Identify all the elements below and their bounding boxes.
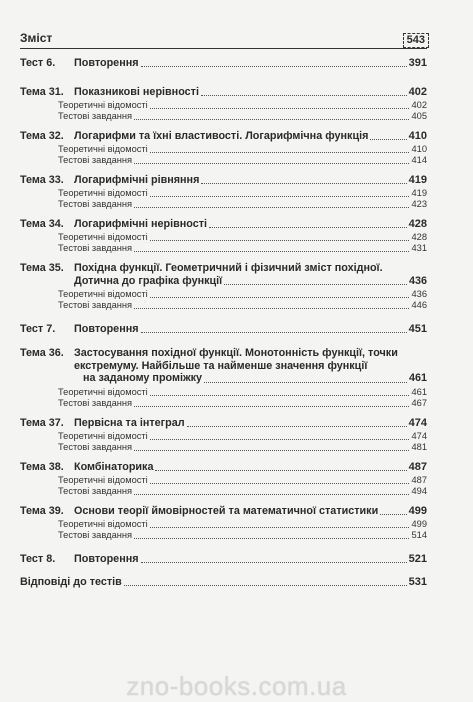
subentry-title: Тестові завдання — [58, 155, 133, 165]
dot-leader — [141, 562, 407, 563]
dot-leader — [150, 439, 410, 440]
subentry-page: 410 — [411, 144, 427, 154]
entry-page: 531 — [408, 575, 427, 588]
dot-leader — [141, 66, 407, 67]
dot-leader — [155, 470, 406, 471]
subentry-page: 436 — [411, 289, 427, 299]
entry-number: Тема 34. — [20, 218, 64, 230]
entry-title: Первісна та інтеграл — [74, 416, 185, 429]
entry-title: Відповіді до тестів — [20, 575, 122, 588]
dot-leader — [201, 95, 407, 96]
entry-title-line: на заданому проміжку — [83, 372, 203, 384]
entry-title: Показникові нерівності — [74, 86, 199, 98]
entry-title-line: Застосування похідної функції. Монотонність функції, точки — [74, 347, 398, 359]
page-number-box: 543 — [403, 33, 429, 48]
toc-subentry[interactable] — [20, 519, 427, 530]
entry-page: 419 — [408, 174, 427, 186]
dot-leader — [209, 227, 407, 228]
toc-subentry[interactable] — [20, 243, 427, 254]
subentry-title: Тестові завдання — [58, 441, 133, 452]
toc-subentry[interactable] — [20, 442, 427, 453]
subentry-page: 474 — [411, 430, 427, 441]
table-of-contents — [20, 51, 427, 588]
dot-leader — [134, 406, 409, 407]
entry-page: 428 — [408, 218, 427, 230]
entry-title: Повторення — [74, 57, 139, 69]
toc-subentry[interactable] — [20, 387, 427, 398]
dot-leader — [150, 395, 410, 396]
toc-subentry[interactable] — [20, 300, 427, 311]
subentry-page: 499 — [411, 518, 427, 529]
toc-subentry[interactable] — [20, 431, 427, 442]
subentry-title: Тестові завдання — [58, 199, 133, 209]
toc-entry-answers[interactable] — [20, 576, 427, 588]
entry-number: Тема 35. — [20, 262, 64, 274]
dot-leader — [370, 139, 406, 140]
toc-entry-topic-39[interactable] — [20, 505, 427, 517]
dot-leader — [134, 308, 409, 309]
toc-subentry[interactable] — [20, 199, 427, 210]
subentry-page: 402 — [411, 100, 427, 110]
subentry-page: 428 — [411, 232, 427, 242]
entry-page: 474 — [408, 416, 427, 429]
dot-leader — [134, 163, 409, 164]
header-title: Зміст — [20, 31, 53, 45]
entry-title-line: Похідна функції. Геометричний і фізичний зміст похідної. — [74, 262, 383, 274]
dot-leader — [150, 108, 410, 109]
subentry-title: Тестові завдання — [58, 300, 133, 310]
dot-leader — [150, 527, 410, 528]
entry-number: Тест 7. — [20, 323, 56, 335]
page-header — [20, 30, 427, 49]
toc-subentry[interactable] — [20, 486, 427, 497]
subentry-page: 405 — [411, 111, 427, 121]
entry-number: Тема 39. — [20, 504, 64, 517]
dot-leader — [150, 297, 410, 298]
dot-leader — [150, 196, 410, 197]
dot-leader — [201, 183, 406, 184]
dot-leader — [380, 514, 406, 515]
toc-entry-test-6[interactable] — [20, 57, 427, 69]
watermark: zno-books.com.ua — [126, 671, 347, 701]
entry-title: Логарифмічні рівняння — [74, 174, 200, 186]
entry-number: Тест 8. — [20, 552, 56, 565]
dot-leader — [124, 585, 407, 586]
dot-leader — [204, 382, 407, 383]
entry-number: Тема 32. — [20, 130, 64, 142]
entry-number: Тема 33. — [20, 174, 64, 186]
entry-title: Основи теорії ймовірностей та математичної статистики — [74, 504, 379, 517]
dot-leader — [134, 538, 409, 539]
entry-page: 499 — [408, 504, 427, 517]
subentry-title: Теоретичні відомості — [58, 474, 148, 485]
dot-leader — [141, 332, 407, 333]
dot-leader — [150, 483, 410, 484]
toc-subentry[interactable] — [20, 475, 427, 486]
entry-page: 436 — [408, 274, 427, 287]
toc-entry-topic-32[interactable] — [20, 130, 427, 142]
entry-title-line: Дотична до графіка функції — [74, 274, 223, 287]
toc-entry-topic-37[interactable] — [20, 417, 427, 429]
subentry-title: Теоретичні відомості — [58, 100, 148, 110]
toc-subentry[interactable] — [20, 155, 427, 166]
subentry-page: 414 — [411, 155, 427, 165]
toc-entry-topic-36[interactable] — [20, 347, 427, 385]
dot-leader — [134, 450, 409, 451]
dot-leader — [150, 240, 410, 241]
toc-entry-topic-33[interactable] — [20, 174, 427, 186]
entry-title: Повторення — [74, 552, 139, 565]
dot-leader — [134, 494, 409, 495]
entry-number: Тест 6. — [20, 57, 56, 69]
subentry-title: Теоретичні відомості — [58, 144, 148, 154]
entry-page: 487 — [408, 460, 427, 473]
subentry-title: Теоретичні відомості — [58, 518, 148, 529]
subentry-page: 446 — [411, 300, 427, 310]
toc-subentry[interactable] — [20, 144, 427, 155]
dot-leader — [134, 251, 409, 252]
toc-entry-test-7[interactable] — [20, 323, 427, 335]
toc-subentry[interactable] — [20, 111, 427, 122]
entry-title: Логарифмічні нерівності — [74, 218, 208, 230]
toc-entry-topic-38[interactable] — [20, 461, 427, 473]
subentry-title: Теоретичні відомості — [58, 188, 148, 198]
subentry-page: 461 — [411, 386, 427, 397]
entry-page: 402 — [408, 86, 427, 98]
entry-page: 391 — [408, 57, 427, 69]
toc-subentry[interactable] — [20, 100, 427, 111]
subentry-title: Теоретичні відомості — [58, 430, 148, 441]
toc-entry-topic-35[interactable] — [20, 262, 427, 287]
toc-entry-topic-34[interactable] — [20, 218, 427, 230]
subentry-title: Теоретичні відомості — [58, 289, 148, 299]
subentry-page: 494 — [411, 485, 427, 496]
subentry-title: Тестові завдання — [58, 111, 133, 121]
subentry-page: 487 — [411, 474, 427, 485]
subentry-title: Тестові завдання — [58, 397, 133, 408]
dot-leader — [134, 119, 409, 120]
entry-title: Повторення — [74, 323, 139, 335]
entry-title: Логарифми та їхні властивості. Логарифмічна функція — [74, 130, 369, 142]
entry-page: 521 — [408, 552, 427, 565]
dot-leader — [224, 284, 407, 285]
entry-page: 451 — [408, 323, 427, 335]
toc-subentry[interactable] — [20, 530, 427, 541]
toc-subentry[interactable] — [20, 289, 427, 300]
dot-leader — [134, 207, 409, 208]
subentry-page: 467 — [411, 397, 427, 408]
subentry-title: Теоретичні відомості — [58, 386, 148, 397]
subentry-title: Тестові завдання — [58, 485, 133, 496]
subentry-page: 481 — [411, 441, 427, 452]
dot-leader — [187, 426, 407, 427]
subentry-page: 431 — [411, 243, 427, 253]
entry-number: Тема 36. — [20, 347, 64, 359]
entry-number: Тема 31. — [20, 86, 64, 98]
toc-entry-topic-31[interactable] — [20, 86, 427, 98]
entry-number: Тема 37. — [20, 416, 64, 429]
entry-page: 410 — [408, 130, 427, 142]
entry-page: 461 — [408, 372, 427, 384]
subentry-title: Тестові завдання — [58, 529, 133, 540]
toc-subentry[interactable] — [20, 232, 427, 243]
dot-leader — [150, 152, 410, 153]
toc-subentry[interactable] — [20, 398, 427, 409]
toc-entry-test-8[interactable] — [20, 553, 427, 565]
toc-subentry[interactable] — [20, 188, 427, 199]
subentry-page: 419 — [411, 188, 427, 198]
entry-title: Комбінаторика — [74, 460, 154, 473]
subentry-page: 514 — [411, 529, 427, 540]
subentry-page: 423 — [411, 199, 427, 209]
subentry-title: Тестові завдання — [58, 243, 133, 253]
entry-title-line: екстремуму. Найбільше та найменше значення функції — [74, 359, 368, 372]
subentry-title: Теоретичні відомості — [58, 232, 148, 242]
entry-number: Тема 38. — [20, 460, 64, 473]
